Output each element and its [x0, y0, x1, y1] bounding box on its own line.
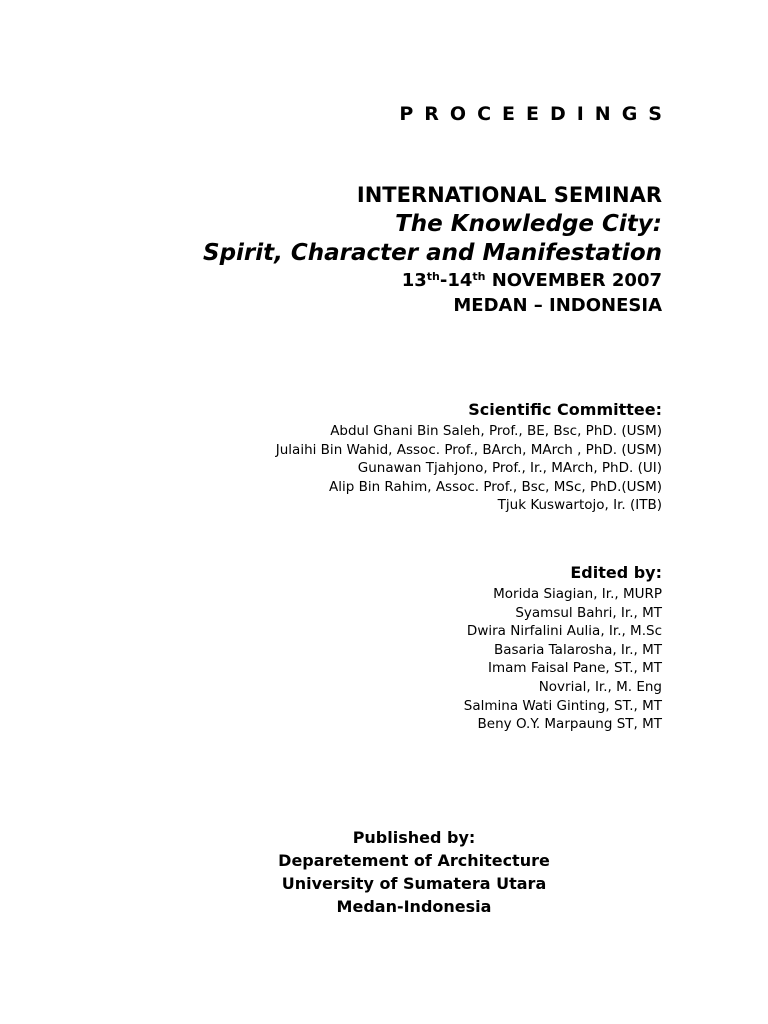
- committee-heading: Scientific Committee:: [468, 400, 662, 419]
- committee-member: Gunawan Tjahjono, Prof., Ir., MArch, PhD. (UI): [357, 460, 662, 477]
- editor-member: Basaria Talarosha, Ir., MT: [493, 641, 662, 658]
- editor-member: Morida Siagian, Ir., MURP: [493, 586, 662, 602]
- date-sup2: th: [472, 270, 486, 283]
- date-day1: 13: [401, 270, 427, 291]
- committee-member: Abdul Ghani Bin Saleh, Prof., BE, Bsc, PhD. (USM): [330, 423, 662, 439]
- editors-heading: Edited by:: [570, 563, 662, 582]
- editor-member: Imam Faisal Pane, ST., MT: [488, 660, 662, 677]
- editor-member: Novrial, Ir., M. Eng: [538, 678, 662, 695]
- editor-member: Dwira Nirfalini Aulia, Ir., M.Sc: [466, 623, 662, 640]
- publisher-university: University of Sumatera Utara: [281, 874, 547, 893]
- editor-member: Beny O.Y. Marpaung ST, MT: [477, 716, 662, 733]
- scientific-committee: [276, 398, 662, 515]
- date-sup1: th: [426, 270, 440, 283]
- publisher-heading: Published by:: [352, 828, 476, 847]
- date-separator: -14: [439, 270, 473, 291]
- seminar-block: [203, 181, 662, 319]
- publisher-department: Deparetement of Architecture: [278, 851, 550, 870]
- publisher-city: Medan-Indonesia: [336, 897, 492, 916]
- proceedings-heading: PROCEEDINGS: [399, 103, 673, 125]
- seminar-location: MEDAN – INDONESIA: [453, 295, 662, 316]
- date-rest: NOVEMBER 2007: [485, 270, 662, 291]
- seminar-subtitle-line1: The Knowledge City:: [395, 211, 662, 237]
- publisher-block: [214, 826, 614, 918]
- committee-member: Alip Bin Rahim, Assoc. Prof., Bsc, MSc, PhD.(USM): [328, 478, 662, 495]
- editor-member: Salmina Wati Ginting, ST., MT: [463, 697, 662, 714]
- seminar-title: INTERNATIONAL SEMINAR: [356, 183, 662, 207]
- editors-list: [464, 561, 662, 734]
- committee-member: Julaihi Bin Wahid, Assoc. Prof., BArch, MArch , PhD. (USM): [275, 441, 662, 458]
- seminar-date: [203, 268, 662, 293]
- committee-member: Tjuk Kuswartojo, Ir. (ITB): [497, 497, 662, 514]
- editor-member: Syamsul Bahri, Ir., MT: [515, 604, 662, 621]
- seminar-subtitle-line2: Spirit, Character and Manifestation: [203, 240, 662, 266]
